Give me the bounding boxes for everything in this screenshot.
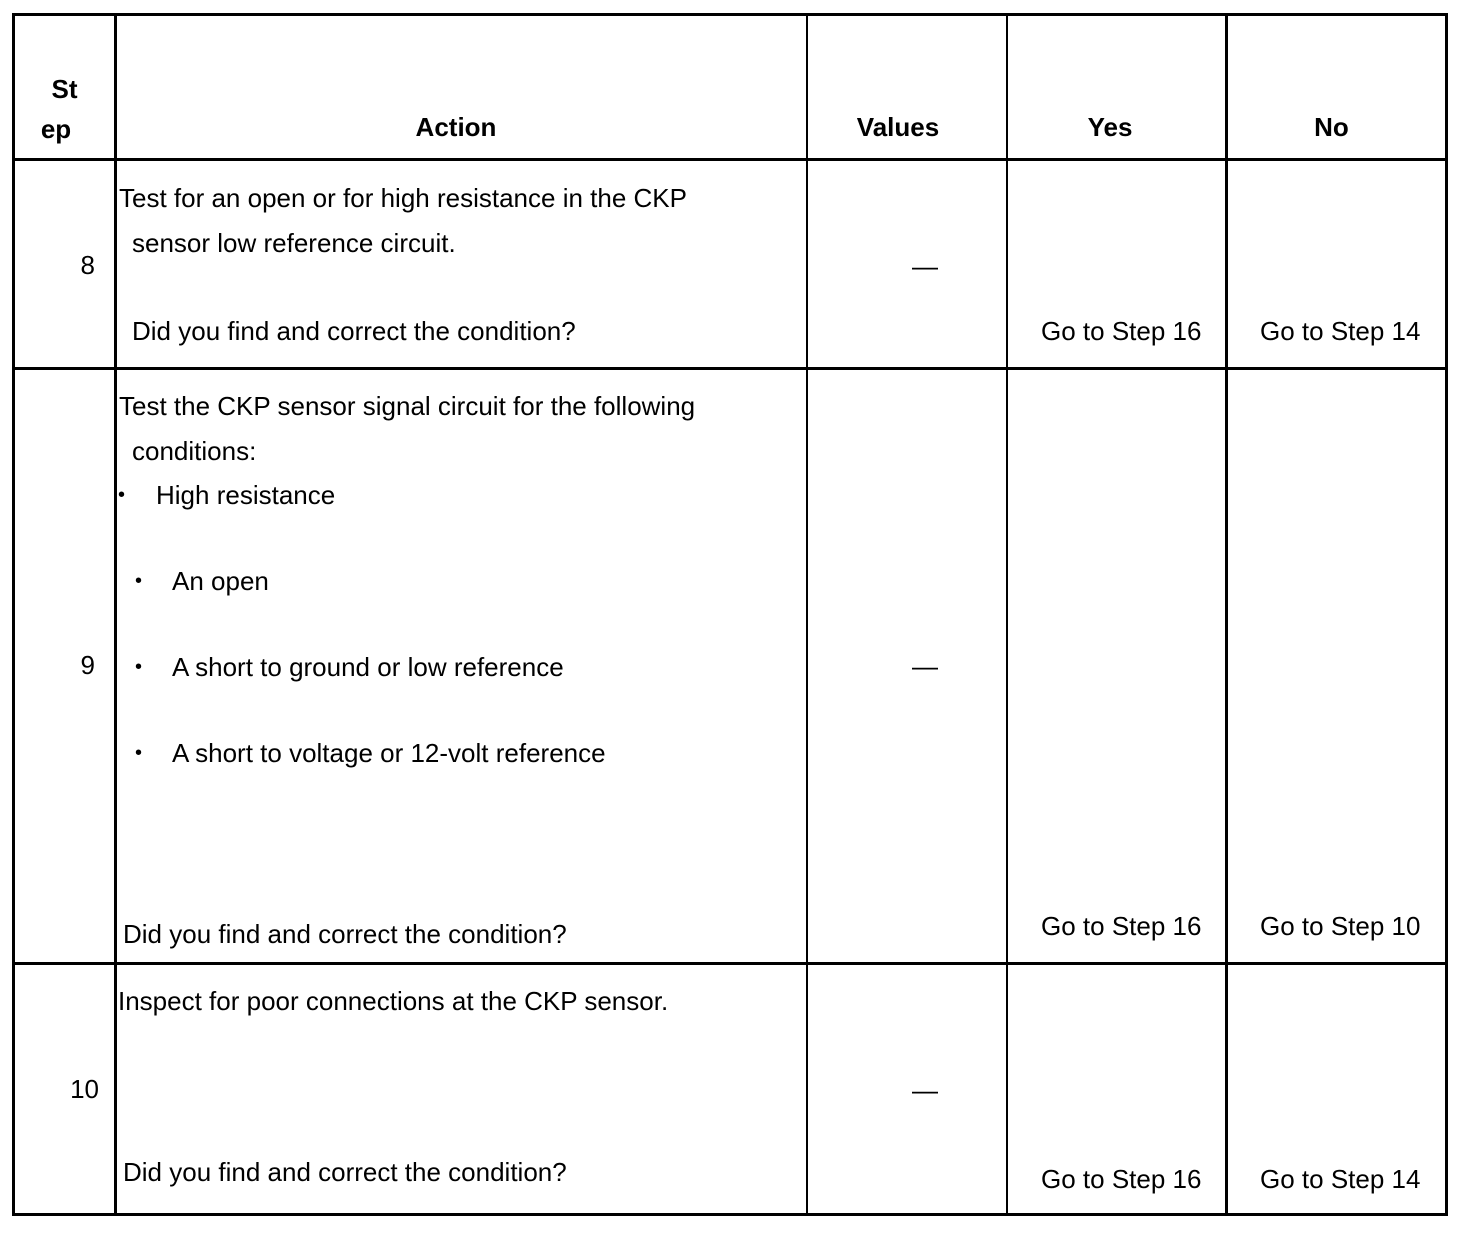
header-step-line1: St [51, 74, 78, 104]
action-text: sensor low reference circuit. [132, 228, 456, 258]
condition-bullet-item: High resistance [156, 480, 336, 510]
no-result: Go to Step 14 [1260, 1164, 1421, 1194]
condition-bullet-item: A short to voltage or 12-volt reference [172, 738, 606, 768]
bullet-icon: • [118, 484, 126, 506]
action-question: Did you find and correct the condition? [132, 316, 576, 346]
diagnostic-table [12, 13, 1448, 1216]
row-divider [12, 962, 1448, 965]
condition-bullet-item: An open [172, 566, 269, 596]
row-divider [12, 367, 1448, 370]
no-result: Go to Step 14 [1260, 316, 1421, 346]
action-text: Inspect for poor connections at the CKP sensor. [118, 986, 669, 1016]
row-divider [12, 158, 1448, 161]
action-text: Test the CKP sensor signal circuit for the following [119, 391, 696, 421]
condition-bullet-item: A short to ground or low reference [172, 652, 564, 682]
action-text: conditions: [132, 436, 257, 466]
column-divider [1225, 13, 1228, 1216]
bullet-icon: • [135, 656, 143, 678]
column-divider [114, 13, 117, 1216]
bullet-icon: • [135, 742, 143, 764]
header-step-line2: ep [40, 114, 72, 144]
action-question: Did you find and correct the condition? [123, 919, 567, 949]
value-dash: — [912, 251, 938, 281]
yes-result: Go to Step 16 [1041, 1164, 1202, 1194]
bullet-icon: • [135, 570, 143, 592]
action-text: Test for an open or for high resistance in the CKP [119, 183, 687, 213]
column-divider [806, 13, 808, 1216]
value-dash: — [912, 651, 938, 681]
table-border-left [12, 13, 15, 1216]
header-action: Action [415, 112, 497, 142]
header-no: No [1314, 112, 1349, 142]
value-dash: — [912, 1075, 938, 1105]
step-number: 8 [80, 250, 95, 280]
step-number: 9 [80, 650, 95, 680]
table-border-right [1445, 13, 1448, 1216]
column-divider [1006, 13, 1008, 1216]
header-yes: Yes [1087, 112, 1133, 142]
table-border-bottom [12, 1213, 1448, 1216]
step-number: 10 [70, 1074, 99, 1104]
yes-result: Go to Step 16 [1041, 316, 1202, 346]
action-question: Did you find and correct the condition? [123, 1157, 567, 1187]
header-values: Values [856, 112, 940, 142]
table-border-top [12, 13, 1448, 16]
yes-result: Go to Step 16 [1041, 911, 1202, 941]
no-result: Go to Step 10 [1260, 911, 1421, 941]
